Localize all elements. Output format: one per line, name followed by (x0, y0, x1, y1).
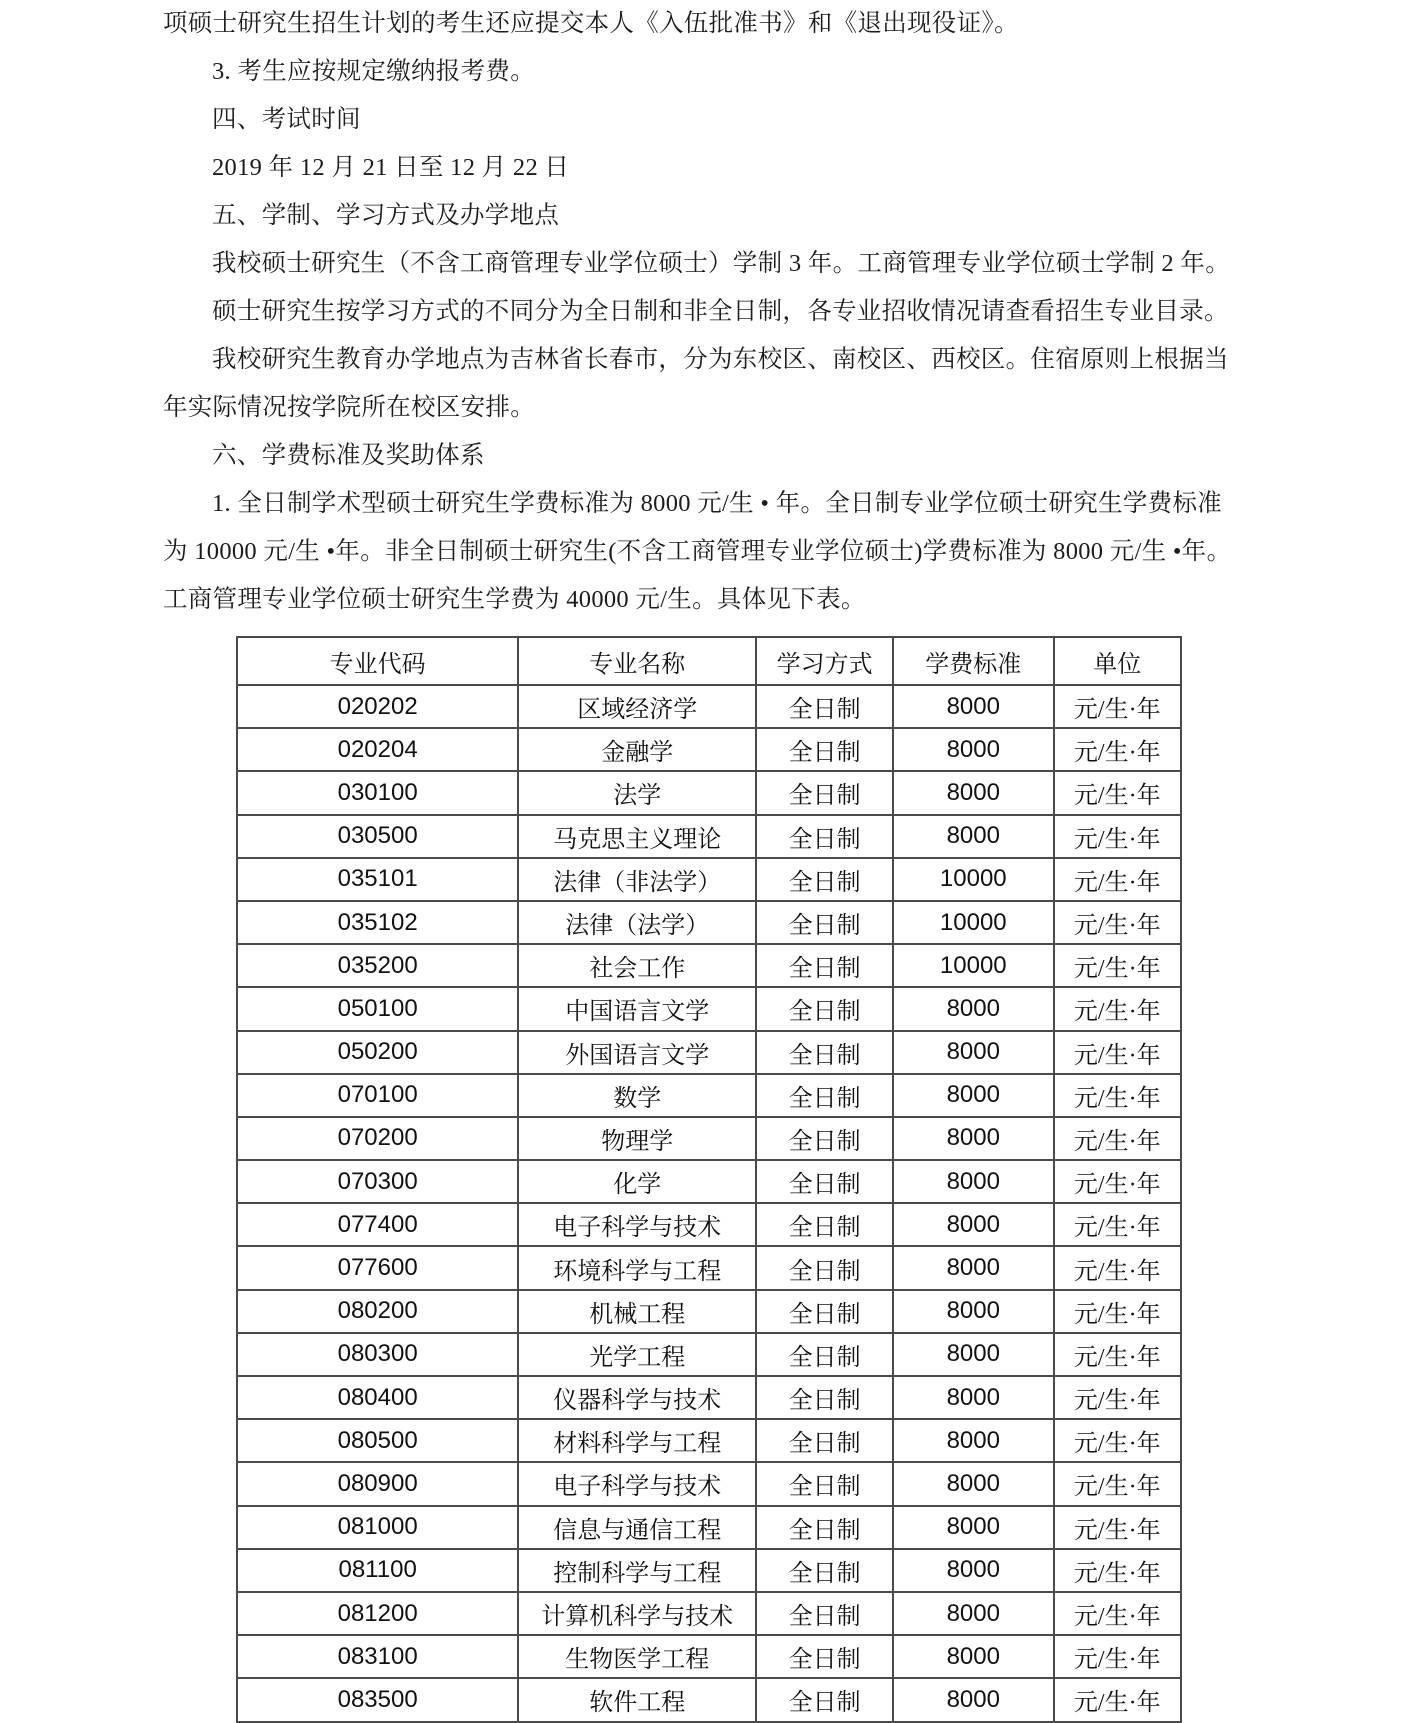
cell-study-mode: 全日制 (756, 1635, 893, 1678)
cell-major-name: 法学 (518, 771, 756, 814)
cell-unit: 元/生·年 (1054, 1246, 1181, 1289)
paragraph-line: 四、考试时间 (212, 106, 361, 133)
cell-unit: 元/生·年 (1054, 1074, 1181, 1117)
paragraph-line: 六、学费标准及奖助体系 (212, 442, 485, 469)
cell-unit: 元/生·年 (1054, 1203, 1181, 1246)
cell-major-code: 035101 (237, 858, 518, 901)
cell-major-code: 030500 (237, 815, 518, 858)
table-header-row (237, 637, 1181, 685)
cell-major-code: 081100 (237, 1549, 518, 1592)
cell-study-mode: 全日制 (756, 1031, 893, 1074)
cell-study-mode: 全日制 (756, 1203, 893, 1246)
cell-study-mode: 全日制 (756, 1160, 893, 1203)
paragraph-line: 2019 年 12 月 21 日至 12 月 22 日 (212, 154, 570, 181)
paragraph-line: 1. 全日制学术型硕士研究生学费标准为 8000 元/生 • 年。全日制专业学位硕士研究生学费标准 (212, 490, 1223, 517)
header-study-mode: 学习方式 (756, 637, 893, 685)
cell-major-code: 081000 (237, 1506, 518, 1549)
cell-tuition-standard: 10000 (893, 944, 1053, 987)
cell-major-name: 数学 (518, 1074, 756, 1117)
cell-study-mode: 全日制 (756, 1246, 893, 1289)
table-row (237, 685, 1181, 728)
cell-tuition-standard: 8000 (893, 1160, 1053, 1203)
cell-tuition-standard: 8000 (893, 685, 1053, 728)
cell-study-mode: 全日制 (756, 987, 893, 1030)
cell-major-name: 软件工程 (518, 1678, 756, 1721)
cell-study-mode: 全日制 (756, 1376, 893, 1419)
cell-tuition-standard: 8000 (893, 987, 1053, 1030)
cell-unit: 元/生·年 (1054, 987, 1181, 1030)
cell-unit: 元/生·年 (1054, 1419, 1181, 1462)
cell-tuition-standard: 8000 (893, 1506, 1053, 1549)
cell-tuition-standard: 8000 (893, 1203, 1053, 1246)
cell-major-code: 050200 (237, 1031, 518, 1074)
table-row (237, 858, 1181, 901)
paragraph-line: 为 10000 元/生 •年。非全日制硕士研究生(不含工商管理专业学位硕士)学费标准为 8000 元/生 •年。 (163, 538, 1232, 565)
cell-study-mode: 全日制 (756, 1333, 893, 1376)
cell-unit: 元/生·年 (1054, 944, 1181, 987)
cell-study-mode: 全日制 (756, 1462, 893, 1505)
cell-tuition-standard: 10000 (893, 858, 1053, 901)
cell-tuition-standard: 8000 (893, 1419, 1053, 1462)
cell-unit: 元/生·年 (1054, 1376, 1181, 1419)
cell-major-name: 仪器科学与技术 (518, 1376, 756, 1419)
cell-major-name: 电子科学与技术 (518, 1203, 756, 1246)
paragraph-line: 五、学制、学习方式及办学地点 (212, 202, 560, 229)
cell-major-name: 法律（非法学） (518, 858, 756, 901)
paragraph-line: 我校硕士研究生（不含工商管理专业学位硕士）学制 3 年。工商管理专业学位硕士学制 2 年。 (212, 250, 1230, 277)
cell-study-mode: 全日制 (756, 1592, 893, 1635)
cell-tuition-standard: 8000 (893, 1592, 1053, 1635)
cell-major-name: 环境科学与工程 (518, 1246, 756, 1289)
cell-major-code: 077600 (237, 1246, 518, 1289)
table-row (237, 944, 1181, 987)
cell-study-mode: 全日制 (756, 901, 893, 944)
paragraph-line: 3. 考生应按规定缴纳报考费。 (212, 58, 535, 85)
cell-study-mode: 全日制 (756, 815, 893, 858)
table-row (237, 1074, 1181, 1117)
cell-major-code: 080400 (237, 1376, 518, 1419)
table-row (237, 987, 1181, 1030)
cell-major-name: 信息与通信工程 (518, 1506, 756, 1549)
cell-study-mode: 全日制 (756, 1678, 893, 1721)
header-tuition-standard: 学费标准 (893, 637, 1053, 685)
table-row (237, 815, 1181, 858)
cell-study-mode: 全日制 (756, 858, 893, 901)
cell-study-mode: 全日制 (756, 1290, 893, 1333)
cell-unit: 元/生·年 (1054, 771, 1181, 814)
table-row (237, 1290, 1181, 1333)
cell-study-mode: 全日制 (756, 944, 893, 987)
paragraph-line: 我校研究生教育办学地点为吉林省长春市，分为东校区、南校区、西校区。住宿原则上根据当 (212, 346, 1229, 373)
cell-study-mode: 全日制 (756, 1419, 893, 1462)
cell-major-code: 080300 (237, 1333, 518, 1376)
cell-unit: 元/生·年 (1054, 1290, 1181, 1333)
cell-unit: 元/生·年 (1054, 1117, 1181, 1160)
table-row (237, 1549, 1181, 1592)
table-row (237, 1419, 1181, 1462)
cell-major-code: 020204 (237, 728, 518, 771)
cell-major-name: 光学工程 (518, 1333, 756, 1376)
cell-major-name: 控制科学与工程 (518, 1549, 756, 1592)
cell-major-code: 070100 (237, 1074, 518, 1117)
cell-major-name: 物理学 (518, 1117, 756, 1160)
table-row (237, 1592, 1181, 1635)
cell-tuition-standard: 8000 (893, 1290, 1053, 1333)
cell-study-mode: 全日制 (756, 1506, 893, 1549)
table-row (237, 1333, 1181, 1376)
cell-unit: 元/生·年 (1054, 1333, 1181, 1376)
cell-unit: 元/生·年 (1054, 1031, 1181, 1074)
header-unit: 单位 (1054, 637, 1181, 685)
table-row (237, 771, 1181, 814)
cell-major-name: 法律（法学） (518, 901, 756, 944)
cell-tuition-standard: 8000 (893, 1376, 1053, 1419)
paragraph-line: 工商管理专业学位硕士研究生学费为 40000 元/生。具体见下表。 (163, 586, 866, 613)
cell-major-name: 电子科学与技术 (518, 1462, 756, 1505)
cell-major-name: 生物医学工程 (518, 1635, 756, 1678)
cell-tuition-standard: 8000 (893, 1678, 1053, 1721)
body-text (163, 0, 1253, 624)
cell-unit: 元/生·年 (1054, 685, 1181, 728)
cell-major-code: 070200 (237, 1117, 518, 1160)
cell-major-name: 外国语言文学 (518, 1031, 756, 1074)
cell-unit: 元/生·年 (1054, 1462, 1181, 1505)
cell-major-name: 机械工程 (518, 1290, 756, 1333)
cell-unit: 元/生·年 (1054, 815, 1181, 858)
cell-major-code: 070300 (237, 1160, 518, 1203)
cell-major-name: 社会工作 (518, 944, 756, 987)
cell-major-name: 化学 (518, 1160, 756, 1203)
table-row (237, 1678, 1181, 1721)
cell-major-code: 083500 (237, 1678, 518, 1721)
cell-unit: 元/生·年 (1054, 1549, 1181, 1592)
cell-unit: 元/生·年 (1054, 728, 1181, 771)
paragraph-line: 年实际情况按学院所在校区安排。 (163, 394, 535, 421)
table-row (237, 1376, 1181, 1419)
cell-tuition-standard: 10000 (893, 901, 1053, 944)
table-row (237, 1635, 1181, 1678)
cell-study-mode: 全日制 (756, 685, 893, 728)
cell-tuition-standard: 8000 (893, 771, 1053, 814)
cell-major-name: 金融学 (518, 728, 756, 771)
table-row (237, 1117, 1181, 1160)
cell-unit: 元/生·年 (1054, 858, 1181, 901)
cell-study-mode: 全日制 (756, 771, 893, 814)
cell-study-mode: 全日制 (756, 1549, 893, 1592)
cell-major-code: 020202 (237, 685, 518, 728)
cell-major-code: 035200 (237, 944, 518, 987)
cell-major-name: 材料科学与工程 (518, 1419, 756, 1462)
table-row (237, 1506, 1181, 1549)
cell-major-code: 030100 (237, 771, 518, 814)
table-row (237, 728, 1181, 771)
cell-tuition-standard: 8000 (893, 1246, 1053, 1289)
cell-study-mode: 全日制 (756, 1074, 893, 1117)
cell-major-code: 081200 (237, 1592, 518, 1635)
cell-unit: 元/生·年 (1054, 1678, 1181, 1721)
table-row (237, 1160, 1181, 1203)
cell-major-code: 080500 (237, 1419, 518, 1462)
cell-tuition-standard: 8000 (893, 1549, 1053, 1592)
cell-major-code: 080900 (237, 1462, 518, 1505)
table-row (237, 1246, 1181, 1289)
cell-unit: 元/生·年 (1054, 901, 1181, 944)
cell-tuition-standard: 8000 (893, 815, 1053, 858)
table-row (237, 901, 1181, 944)
cell-major-name: 计算机科学与技术 (518, 1592, 756, 1635)
tuition-table-grid (236, 636, 1182, 1723)
paragraph-line: 项硕士研究生招生计划的考生还应提交本人《入伍批准书》和《退出现役证》。 (163, 10, 1019, 37)
cell-tuition-standard: 8000 (893, 1074, 1053, 1117)
table-row (237, 1031, 1181, 1074)
cell-major-name: 区域经济学 (518, 685, 756, 728)
cell-tuition-standard: 8000 (893, 1635, 1053, 1678)
cell-study-mode: 全日制 (756, 728, 893, 771)
cell-major-name: 中国语言文学 (518, 987, 756, 1030)
cell-unit: 元/生·年 (1054, 1592, 1181, 1635)
table-row (237, 1462, 1181, 1505)
cell-study-mode: 全日制 (756, 1117, 893, 1160)
paragraph-line: 硕士研究生按学习方式的不同分为全日制和非全日制，各专业招收情况请查看招生专业目录。 (212, 298, 1229, 325)
header-major-code: 专业代码 (237, 637, 518, 685)
cell-tuition-standard: 8000 (893, 1462, 1053, 1505)
cell-major-code: 083100 (237, 1635, 518, 1678)
cell-major-code: 035102 (237, 901, 518, 944)
cell-major-code: 080200 (237, 1290, 518, 1333)
cell-major-code: 077400 (237, 1203, 518, 1246)
cell-tuition-standard: 8000 (893, 728, 1053, 771)
cell-tuition-standard: 8000 (893, 1333, 1053, 1376)
tuition-table (236, 636, 1182, 1723)
cell-tuition-standard: 8000 (893, 1031, 1053, 1074)
cell-major-name: 马克思主义理论 (518, 815, 756, 858)
cell-unit: 元/生·年 (1054, 1635, 1181, 1678)
cell-major-code: 050100 (237, 987, 518, 1030)
header-major-name: 专业名称 (518, 637, 756, 685)
cell-unit: 元/生·年 (1054, 1506, 1181, 1549)
cell-tuition-standard: 8000 (893, 1117, 1053, 1160)
table-row (237, 1203, 1181, 1246)
cell-unit: 元/生·年 (1054, 1160, 1181, 1203)
